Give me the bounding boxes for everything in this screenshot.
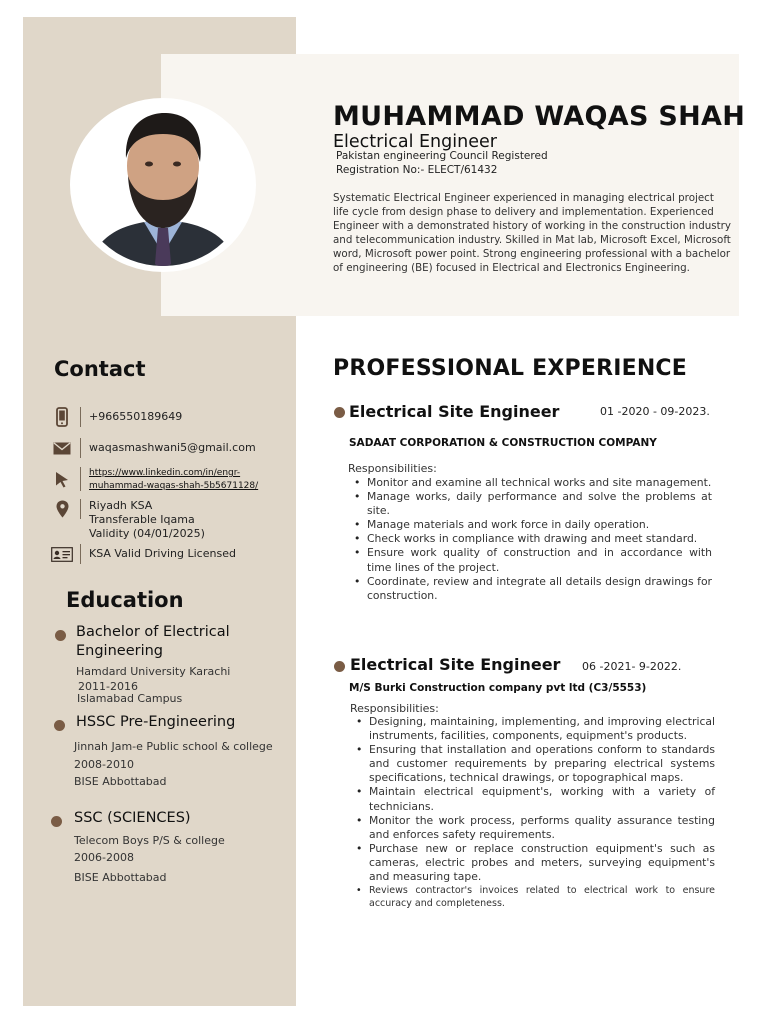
person-portrait-icon [78,104,248,266]
cursor-icon [50,467,74,491]
job-bullet-dot [334,407,345,418]
list-item: • Maintain electrical equipment's, working with a variety of technicians. [350,785,715,813]
contact-email-row [50,438,256,458]
phone-icon [50,407,74,427]
list-item: • Coordinate, review and integrate all details design drawings for construction. [348,575,712,603]
job-2-company: M/S Burki Construction company pvt ltd (C3/5553) [349,682,647,694]
location-block [89,499,205,541]
phone-number[interactable]: +966550189649 [89,410,183,423]
candidate-name: MUHAMMAD WAQAS SHAH [333,101,746,132]
list-item: • Designing, maintaining, implementing, and improving electrical instruments, facilities, components, equipment's products. [350,715,715,743]
contact-separator [80,544,81,564]
education-years-2: 2008-2010 [74,758,134,771]
education-bullet-dot [55,630,66,641]
registration-number: Registration No:- ELECT/61432 [336,164,498,176]
education-board-2: BISE Abbottabad [74,775,167,788]
contact-separator [80,407,81,427]
education-school-1: Hamdard University Karachi [76,665,231,678]
job-2-responsibilities [350,715,715,910]
contact-location-row [50,499,205,541]
iqama-validity: Validity (04/01/2025) [89,527,205,540]
list-item: • Ensuring that installation and operations conform to standards and customer requirements by preparing electrical systems specifications, technical drawings, or topographical maps. [350,743,715,785]
education-bullet-dot [54,720,65,731]
contact-phone-row [50,407,182,427]
driving-license: KSA Valid Driving Licensed [89,547,236,560]
education-degree-3: SSC (SCIENCES) [74,810,191,826]
degree-1-line2: Engineering [76,643,163,659]
education-years-3: 2006-2008 [74,851,134,864]
list-item: • Check works in compliance with drawing and meet standard. [348,532,712,546]
mail-icon [50,438,74,458]
contact-heading: Contact [54,357,146,381]
iqama-status: Transferable Iqama [89,513,195,526]
experience-heading: PROFESSIONAL EXPERIENCE [333,356,688,381]
contact-separator [80,438,81,458]
education-degree-1 [76,623,230,661]
location-city: Riyadh KSA [89,499,153,512]
job-1-dates: 01 -2020 - 09-2023. [600,405,710,418]
education-campus-1: Islamabad Campus [77,692,183,705]
job-role: Electrical Engineer [333,132,497,152]
contact-linkedin-row [50,467,258,492]
list-item: • Monitor the work process, performs quality assurance testing and enforces safety requirements. [350,814,715,842]
contact-separator [80,499,81,519]
council-registration: Pakistan engineering Council Registered [336,150,548,162]
linkedin-url-line2[interactable]: muhammad-waqas-shah-5b5671128/ [89,480,259,491]
profile-photo [78,104,248,266]
education-school-2: Jinnah Jam-e Public school & college [74,740,273,753]
list-item: • Ensure work quality of construction and in accordance with time lines of the project. [348,546,712,574]
job-1-responsibilities-label: Responsibilities: [348,462,437,475]
list-item: • Monitor and examine all technical works and site management. [348,476,712,490]
profile-summary: Systematic Electrical Engineer experienced in managing electrical project life cycle from design phase to delivery and implementation. Experienced Engineer with a demonstrated history of working in the construction industry and telecommunication industry. Skilled in Mat lab, Microsoft Excel, Microsoft word, Microsoft power point. Strong engineering professional with a bachelor of engineering (BE) focused in Electrical and Electronics Engineering. [333,192,732,275]
linkedin-url-line1[interactable]: https://www.linkedin.com/in/engr- [89,468,241,478]
linkedin-link[interactable] [89,467,258,492]
job-2-responsibilities-label: Responsibilities: [350,702,439,715]
list-item: • Reviews contractor's invoices related to electrical work to ensure accuracy and completeness. [350,884,715,910]
email-address[interactable]: waqasmashwani5@gmail.com [89,441,256,454]
degree-1-line1: Bachelor of Electrical [76,624,230,640]
location-pin-icon [50,499,74,519]
contact-license-row [50,544,236,564]
list-item: • Purchase new or replace construction equipment's such as cameras, electric probes and meters, surveying equipment's and measuring tape. [350,842,715,884]
job-2-dates: 06 -2021- 9-2022. [582,660,682,673]
contact-separator [80,467,81,491]
list-item: • Manage materials and work force in daily operation. [348,518,712,532]
job-1-company: SADAAT CORPORATION & CONSTRUCTION COMPANY [349,437,657,449]
education-degree-2: HSSC Pre-Engineering [76,714,236,730]
list-item: • Manage works, daily performance and solve the problems at site. [348,490,712,518]
job-1-responsibilities [348,476,712,603]
job-1-title: Electrical Site Engineer [349,402,560,421]
education-heading: Education [66,588,184,612]
job-bullet-dot [334,661,345,672]
education-years-1: 2011-2016 [78,680,138,693]
education-bullet-dot [51,816,62,827]
job-2-title: Electrical Site Engineer [350,655,561,674]
education-board-3: BISE Abbottabad [74,871,167,884]
education-school-3: Telecom Boys P/S & college [74,834,225,847]
id-card-icon [50,544,74,564]
